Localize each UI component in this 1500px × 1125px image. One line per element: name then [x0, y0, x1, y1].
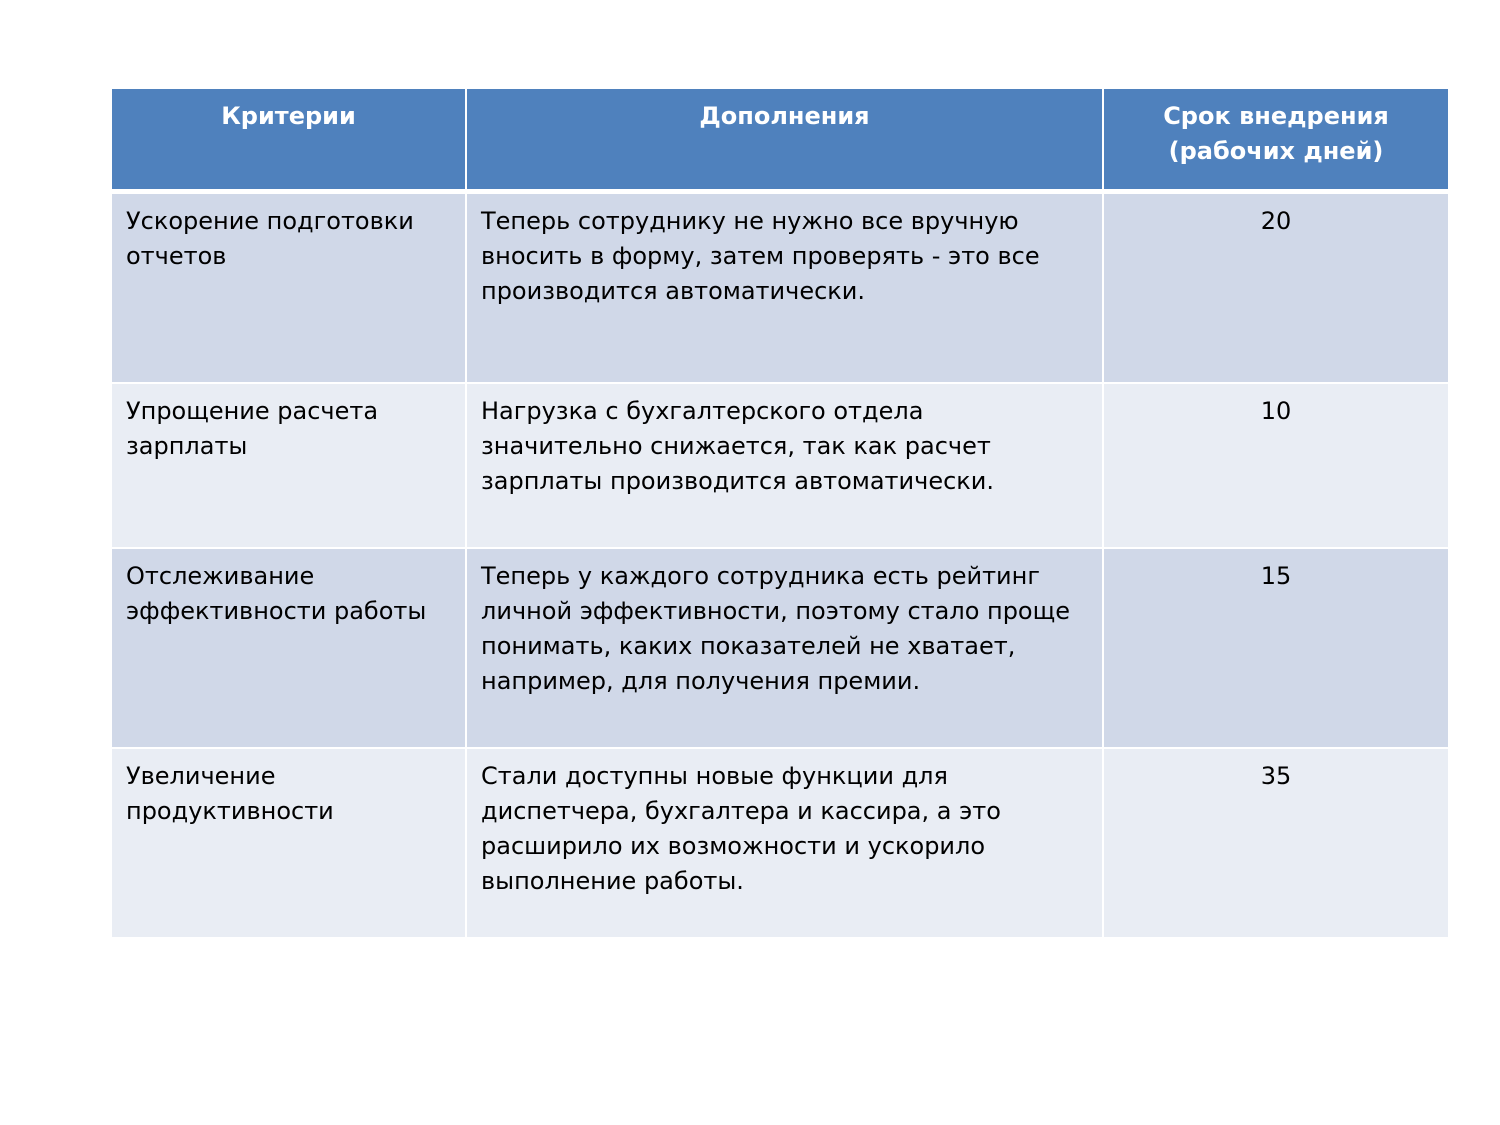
- table-row: [112, 194, 1448, 384]
- table-header-row: [112, 89, 1448, 194]
- criteria-table: [112, 89, 1448, 937]
- table-row: [112, 749, 1448, 937]
- cell-criterion: Ускорение подготовки отчетов: [112, 194, 467, 384]
- cell-addition: Нагрузка с бухгалтерского отдела значительно снижается, так как расчет зарплаты производится автоматически.: [467, 384, 1104, 549]
- cell-criterion: Отслеживание эффективности работы: [112, 549, 467, 749]
- cell-days: 10: [1104, 384, 1448, 549]
- header-implementation-term: [1104, 89, 1448, 194]
- cell-addition: Теперь у каждого сотрудника есть рейтинг личной эффективности, поэтому стало проще понимать, каких показателей не хватает, например, для получения премии.: [467, 549, 1104, 749]
- cell-days: 15: [1104, 549, 1448, 749]
- header-criteria: Критерии: [112, 89, 467, 194]
- cell-days: 35: [1104, 749, 1448, 937]
- table-row: [112, 384, 1448, 549]
- table-row: [112, 549, 1448, 749]
- header-additions: Дополнения: [467, 89, 1104, 194]
- cell-addition: Стали доступны новые функции для диспетчера, бухгалтера и кассира, а это расширило их возможности и ускорило выполнение работы.: [467, 749, 1104, 937]
- header-implementation-term-text: Срок внедрения (рабочих дней): [1163, 102, 1389, 165]
- cell-criterion: Упрощение расчета зарплаты: [112, 384, 467, 549]
- cell-criterion: Увеличение продуктивности: [112, 749, 467, 937]
- cell-days: 20: [1104, 194, 1448, 384]
- cell-addition: Теперь сотруднику не нужно все вручную вносить в форму, затем проверять - это все производится автоматически.: [467, 194, 1104, 384]
